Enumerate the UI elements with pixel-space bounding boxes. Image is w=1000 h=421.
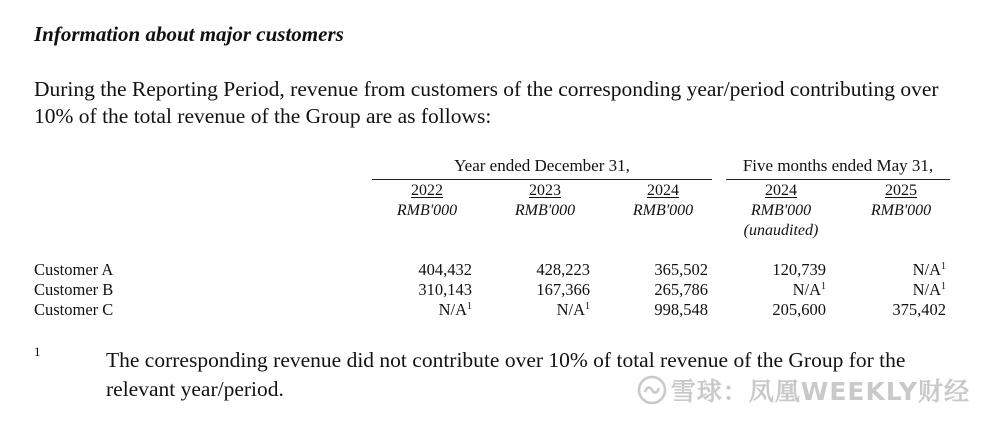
cell-value: 310,143	[418, 280, 472, 299]
watermark-text: 雪球：凤凰WEEKLY财经	[670, 377, 970, 406]
cell-value: N/A	[912, 260, 941, 279]
footnote-ref: 1	[941, 261, 946, 272]
column-header	[726, 181, 836, 241]
row-label: Customer C	[34, 300, 114, 319]
cell-value: N/A	[438, 300, 467, 319]
table-cell	[598, 260, 708, 280]
cell-value: 365,502	[654, 260, 708, 279]
cell-value: 167,366	[536, 280, 590, 299]
group-header-five-months: Five months ended May 31,	[742, 156, 934, 175]
cell-value: N/A	[792, 280, 821, 299]
table-cell	[716, 300, 826, 320]
snowball-logo-icon	[637, 375, 667, 405]
column-unit: RMB'000	[514, 202, 576, 219]
column-year: 2025	[885, 182, 917, 199]
column-year: 2024	[765, 182, 797, 199]
table-cell	[598, 300, 708, 320]
table-cell	[362, 300, 472, 320]
section-heading: Information about major customers	[34, 22, 344, 46]
table-cell	[836, 300, 946, 320]
column-year: 2022	[411, 182, 443, 199]
footnote-ref: 1	[941, 281, 946, 292]
row-label: Customer A	[34, 260, 114, 279]
footnote-ref: 1	[821, 281, 826, 292]
group-header-underline	[372, 179, 712, 180]
cell-value: 404,432	[418, 260, 472, 279]
footnote-marker: 1	[34, 344, 41, 359]
column-header	[490, 181, 600, 221]
column-unit: RMB'000	[750, 202, 812, 219]
table-cell	[598, 280, 708, 300]
table-cell	[836, 260, 946, 280]
group-header-year-ended: Year ended December 31,	[454, 156, 630, 175]
table-cell	[362, 280, 472, 300]
column-header	[608, 181, 718, 221]
watermark	[637, 372, 970, 408]
column-note: (unaudited)	[743, 222, 819, 239]
table-cell	[480, 260, 590, 280]
cell-value: N/A	[556, 300, 585, 319]
column-year: 2023	[529, 182, 561, 199]
cell-value: N/A	[912, 280, 941, 299]
group-header-underline	[726, 179, 950, 180]
intro-paragraph: During the Reporting Period, revenue from customers of the corresponding year/period contributing over 10% of the total revenue of the Group are as follows:	[34, 77, 939, 128]
table-cell	[716, 280, 826, 300]
column-header	[372, 181, 482, 221]
footnote-ref: 1	[467, 301, 472, 312]
column-unit: RMB'000	[870, 202, 932, 219]
table-cell	[480, 280, 590, 300]
table-cell	[480, 300, 590, 320]
column-unit: RMB'000	[396, 202, 458, 219]
cell-value: 265,786	[654, 280, 708, 299]
cell-value: 120,739	[772, 260, 826, 279]
table-cell	[716, 260, 826, 280]
row-label: Customer B	[34, 280, 114, 299]
table-cell	[362, 260, 472, 280]
footnote-ref: 1	[585, 301, 590, 312]
column-year: 2024	[647, 182, 679, 199]
table-cell	[836, 280, 946, 300]
footnote-text: The corresponding revenue did not contribute over 10% of total revenue of the Group for the relevant year/period.	[106, 348, 906, 401]
cell-value: 205,600	[772, 300, 826, 319]
cell-value: 998,548	[654, 300, 708, 319]
cell-value: 375,402	[892, 300, 946, 319]
column-unit: RMB'000	[632, 202, 694, 219]
cell-value: 428,223	[536, 260, 590, 279]
column-header	[846, 181, 956, 221]
